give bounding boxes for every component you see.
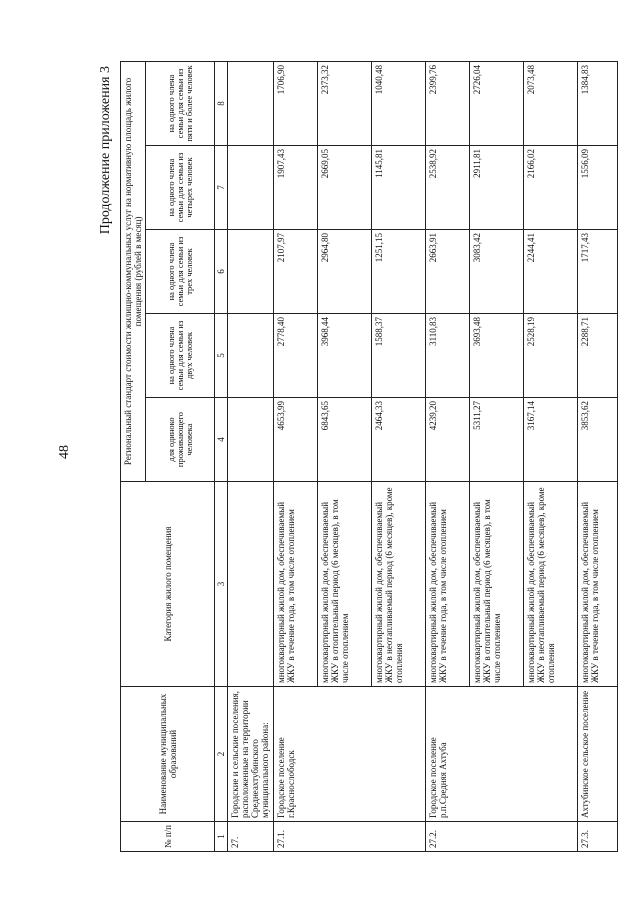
cell-value: 2528,19 — [523, 314, 577, 398]
cell-value: 1384,83 — [577, 61, 617, 145]
section-row — [228, 61, 273, 851]
header-c5: на одного члена семьи для семьи из двух человек — [146, 314, 215, 398]
appendix-title: Продолжение приложения 3 — [98, 66, 113, 235]
cell-value: 2288,71 — [577, 314, 617, 398]
page-number: 48 — [57, 445, 72, 459]
cell-value: 1706,90 — [273, 61, 317, 145]
cell-value: 5311,27 — [469, 398, 523, 482]
colnum: 1 — [215, 822, 228, 852]
colnum: 7 — [215, 146, 228, 230]
header-c7: на одного члена семьи для семьи из четырех человек — [146, 146, 215, 230]
cell-value: 6843,65 — [317, 398, 371, 482]
cell-value: 2073,48 — [523, 61, 577, 145]
colnum: 6 — [215, 230, 228, 314]
cell-value: 1145,81 — [371, 146, 425, 230]
cell-value: 2669,05 — [317, 146, 371, 230]
cell-value: 2663,91 — [425, 230, 469, 314]
colnum: 2 — [215, 687, 228, 822]
row-no: 27.3. — [577, 822, 617, 852]
cell-value: 2911,81 — [469, 146, 523, 230]
cell-value: 4653,99 — [273, 398, 317, 482]
row-category: многоквартирный жилой дом, обеспечиваемый ЖКУ в течение года, в том числе отоплением — [273, 482, 317, 687]
rotated-sheet — [98, 62, 630, 852]
table-row — [425, 61, 469, 851]
cell-value: 3968,44 — [317, 314, 371, 398]
header-category: Категория жилого помещения — [121, 482, 215, 687]
cell-value: 3083,42 — [469, 230, 523, 314]
cell-value: 2726,04 — [469, 61, 523, 145]
row-no: 27.1. — [273, 822, 425, 852]
cell-value: 2107,97 — [273, 230, 317, 314]
header-name: Наименование муниципальных образований — [121, 687, 215, 822]
header-standard: Региональный стандарт стоимости жилищно-коммунальных услуг на нормативную площадь жилого помещения (рублей в месяц) — [121, 61, 146, 481]
cell-value: 1251,15 — [371, 230, 425, 314]
row-name: Городское поселение р.п.Средняя Ахтуба — [425, 687, 577, 822]
cell-value: 3853,62 — [577, 398, 617, 482]
standards-table — [120, 61, 618, 852]
cell-value: 3110,83 — [425, 314, 469, 398]
colnum: 5 — [215, 314, 228, 398]
row-category: многоквартирный жилой дом, обеспечиваемый ЖКУ в течение года, в том числе отоплением — [577, 482, 617, 687]
cell-value: 2166,02 — [523, 146, 577, 230]
header-no: № п/п — [121, 822, 215, 852]
column-numbers-row — [215, 61, 228, 851]
cell-value: 1040,48 — [371, 61, 425, 145]
row-category: многоквартирный жилой дом, обеспечиваемый ЖКУ в течение года, в том числе отоплением — [425, 482, 469, 687]
cell-value: 2464,33 — [371, 398, 425, 482]
colnum: 3 — [215, 482, 228, 687]
header-c4: для одиноко проживающего человека — [146, 398, 215, 482]
cell-value: 2538,92 — [425, 146, 469, 230]
cell-value: 1907,43 — [273, 146, 317, 230]
cell-value: 1556,09 — [577, 146, 617, 230]
header-c8: на одного члена семьи для семьи из пяти и более человек — [146, 61, 215, 145]
table-row — [273, 61, 317, 851]
row-category: многоквартирный жилой дом, обеспечиваемый ЖКУ в отопительный период (6 месяцев), в том числе отоплением — [317, 482, 371, 687]
cell-value: 2778,40 — [273, 314, 317, 398]
row-category: многоквартирный жилой дом, обеспечиваемый ЖКУ в неотапливаемый период (6 месяцев), кроме отопления — [523, 482, 577, 687]
row-no: 27.2. — [425, 822, 577, 852]
row-name: Ахтубинское сельское поселение — [577, 687, 617, 822]
section-name: Городские и сельские поселения, расположенные на территории Среднеахтубинского муниципального района: — [228, 687, 273, 822]
cell-value: 3693,48 — [469, 314, 523, 398]
cell-value: 2399,76 — [425, 61, 469, 145]
cell-value: 2244,41 — [523, 230, 577, 314]
table-row — [577, 61, 617, 851]
section-no: 27. — [228, 822, 273, 852]
cell-value: 1588,37 — [371, 314, 425, 398]
row-name: Городское поселение г.Краснослободск — [273, 687, 425, 822]
cell-value: 3167,14 — [523, 398, 577, 482]
header-c6: на одного члена семьи для семьи из трех человек — [146, 230, 215, 314]
colnum: 4 — [215, 398, 228, 482]
row-category: многоквартирный жилой дом, обеспечиваемый ЖКУ в неотапливаемый период (6 месяцев), кроме отопления — [371, 482, 425, 687]
cell-value: 2964,80 — [317, 230, 371, 314]
colnum: 8 — [215, 61, 228, 145]
cell-value: 4239,20 — [425, 398, 469, 482]
cell-value: 1717,43 — [577, 230, 617, 314]
row-category: многоквартирный жилой дом, обеспечиваемый ЖКУ в отопительный период (6 месяцев), в том числе отоплением — [469, 482, 523, 687]
cell-value: 2373,32 — [317, 61, 371, 145]
